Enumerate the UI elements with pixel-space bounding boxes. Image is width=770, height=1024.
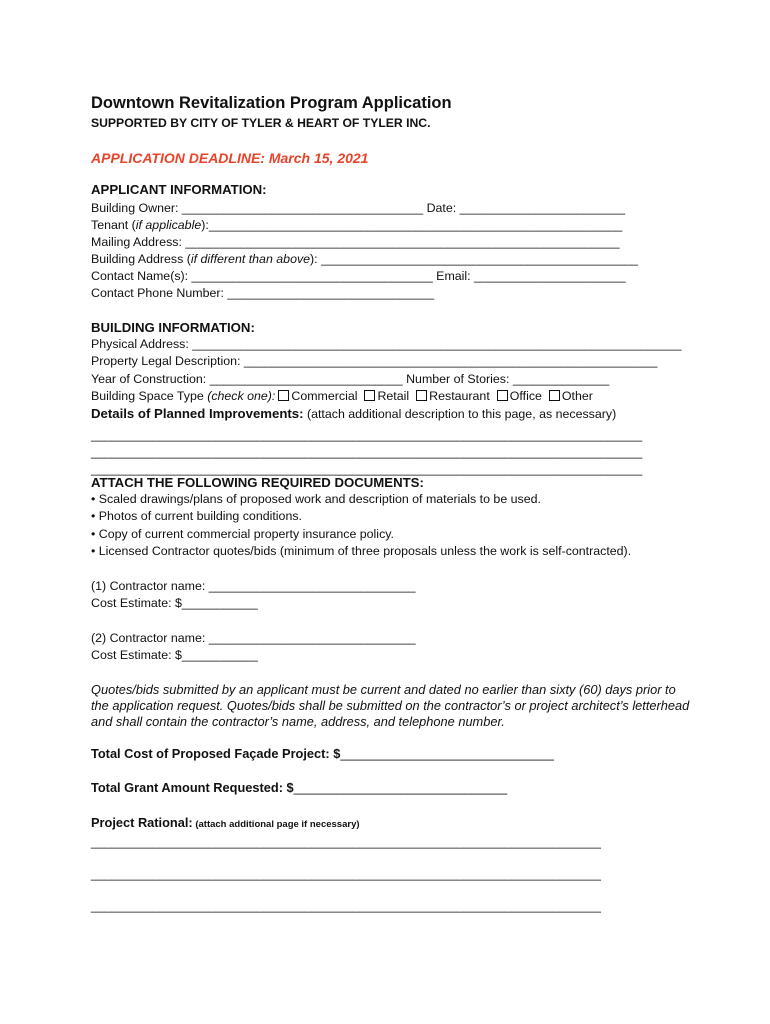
contractor-2-label: (2) Contractor name: bbox=[91, 631, 209, 645]
date-label: Date: bbox=[423, 201, 460, 215]
stories-field[interactable]: ______________ bbox=[512, 372, 610, 386]
mailing-address-label: Mailing Address: bbox=[91, 235, 186, 249]
physical-address-row bbox=[91, 336, 682, 352]
space-type-note: (check one): bbox=[207, 389, 276, 403]
rational-line-3[interactable]: __________________________________________________________________________ bbox=[91, 899, 601, 913]
improvements-line-1[interactable]: ________________________________________________________________________________ bbox=[91, 428, 643, 442]
facade-total-row bbox=[91, 746, 554, 761]
phone-field[interactable]: ______________________________ bbox=[227, 286, 435, 300]
building-owner-row bbox=[91, 200, 625, 216]
rational-note: (attach additional page if necessary) bbox=[192, 819, 360, 830]
improvements-heading: Details of Planned Improvements: bbox=[91, 406, 304, 421]
contractor-1-field[interactable]: ______________________________ bbox=[208, 579, 416, 593]
building-address-label: Building Address ( bbox=[91, 252, 191, 266]
building-address-field[interactable]: ______________________________________________ bbox=[321, 252, 639, 266]
commercial-label: Commercial bbox=[291, 389, 358, 403]
building-address-row bbox=[91, 251, 638, 267]
improvements-note: (attach additional description to this page, as necessary) bbox=[303, 407, 617, 421]
mailing-address-field[interactable]: _______________________________________________________________ bbox=[185, 235, 620, 249]
cost-1-label: Cost Estimate: $ bbox=[91, 596, 182, 610]
phone-row bbox=[91, 285, 434, 301]
year-construction-field[interactable]: ____________________________ bbox=[209, 372, 403, 386]
contractor-1-label: (1) Contractor name: bbox=[91, 579, 209, 593]
other-label: Other bbox=[561, 389, 593, 403]
rational-line-1[interactable]: __________________________________________________________________________ bbox=[91, 835, 601, 849]
grant-total-label: Total Grant Amount Requested: $ bbox=[91, 780, 294, 795]
contractor-2-field[interactable]: ______________________________ bbox=[208, 631, 416, 645]
facade-total-field[interactable]: ______________________________ bbox=[340, 746, 554, 761]
document-item-drawings: • Scaled drawings/plans of proposed work and description of materials to be used. bbox=[91, 492, 541, 506]
page-subtitle: SUPPORTED BY CITY OF TYLER & HEART OF TYLER INC. bbox=[91, 116, 431, 130]
email-field[interactable]: ______________________ bbox=[474, 269, 626, 283]
space-type-label: Building Space Type bbox=[91, 389, 208, 403]
quotes-note: Quotes/bids submitted by an applicant must be current and dated no earlier than sixty (60) days prior to the application request. Quotes/bids shall be submitted on the contractor’s or project architect’s letterhead and shall contain the contractor’s name, address, and telephone number. bbox=[91, 682, 690, 729]
rational-row bbox=[91, 814, 360, 832]
applicant-heading: APPLICANT INFORMATION: bbox=[91, 182, 267, 197]
physical-address-field[interactable]: _______________________________________________________________________ bbox=[192, 337, 682, 351]
building-address-note: if different than above bbox=[190, 252, 311, 266]
cost-1-row bbox=[91, 595, 258, 611]
date-field[interactable]: ________________________ bbox=[459, 201, 626, 215]
document-item-quotes: • Licensed Contractor quotes/bids (minimum of three proposals unless the work is self-contracted). bbox=[91, 544, 632, 558]
contact-name-field[interactable]: ___________________________________ bbox=[191, 269, 433, 283]
cost-2-row bbox=[91, 647, 258, 663]
year-construction-label: Year of Construction: bbox=[91, 372, 210, 386]
phone-label: Contact Phone Number: bbox=[91, 286, 228, 300]
improvements-line-2[interactable]: ________________________________________________________________________________ bbox=[91, 445, 643, 459]
document-item-photos: • Photos of current building conditions. bbox=[91, 509, 302, 523]
page-title: Downtown Revitalization Program Application bbox=[91, 94, 452, 112]
other-checkbox[interactable] bbox=[549, 390, 560, 401]
building-heading: BUILDING INFORMATION: bbox=[91, 320, 255, 335]
tenant-label: Tenant ( bbox=[91, 218, 136, 232]
cost-2-label: Cost Estimate: $ bbox=[91, 648, 182, 662]
tenant-field[interactable]: ____________________________________________________________ bbox=[208, 218, 623, 232]
improvements-row bbox=[91, 405, 616, 423]
contact-row bbox=[91, 268, 626, 284]
grant-total-field[interactable]: ______________________________ bbox=[293, 780, 508, 795]
building-owner-label: Building Owner: bbox=[91, 201, 182, 215]
space-type-row bbox=[91, 388, 593, 404]
construction-row bbox=[91, 371, 609, 387]
cost-2-field[interactable]: ___________ bbox=[181, 648, 258, 662]
rational-heading: Project Rational: bbox=[91, 815, 193, 830]
cost-1-field[interactable]: ___________ bbox=[181, 596, 258, 610]
application-deadline: APPLICATION DEADLINE: March 15, 2021 bbox=[91, 150, 369, 166]
legal-description-row bbox=[91, 353, 657, 369]
tenant-row bbox=[91, 217, 622, 233]
retail-label: Retail bbox=[377, 389, 410, 403]
legal-description-field[interactable]: ____________________________________________________________ bbox=[243, 354, 658, 368]
rational-line-2[interactable]: __________________________________________________________________________ bbox=[91, 867, 601, 881]
improvements-line-3[interactable]: ________________________________________________________________________________ bbox=[91, 462, 643, 476]
contractor-1-row bbox=[91, 578, 416, 594]
building-address-label-close: ): bbox=[310, 252, 322, 266]
documents-heading: ATTACH THE FOLLOWING REQUIRED DOCUMENTS: bbox=[91, 475, 424, 490]
tenant-note: if applicable bbox=[135, 218, 202, 232]
physical-address-label: Physical Address: bbox=[91, 337, 193, 351]
email-label: Email: bbox=[432, 269, 475, 283]
office-checkbox[interactable] bbox=[497, 390, 508, 401]
tenant-label-close: ): bbox=[201, 218, 209, 232]
retail-checkbox[interactable] bbox=[364, 390, 375, 401]
office-label: Office bbox=[509, 389, 542, 403]
facade-total-label: Total Cost of Proposed Façade Project: $ bbox=[91, 746, 341, 761]
commercial-checkbox[interactable] bbox=[278, 390, 289, 401]
contact-name-label: Contact Name(s): bbox=[91, 269, 192, 283]
mailing-address-row bbox=[91, 234, 620, 250]
legal-description-label: Property Legal Description: bbox=[91, 354, 244, 368]
contractor-2-row bbox=[91, 630, 416, 646]
grant-total-row bbox=[91, 780, 507, 795]
document-item-insurance: • Copy of current commercial property insurance policy. bbox=[91, 527, 394, 541]
building-owner-field[interactable]: ___________________________________ bbox=[181, 201, 424, 215]
restaurant-checkbox[interactable] bbox=[416, 390, 427, 401]
restaurant-label: Restaurant bbox=[429, 389, 490, 403]
stories-label: Number of Stories: bbox=[402, 372, 513, 386]
